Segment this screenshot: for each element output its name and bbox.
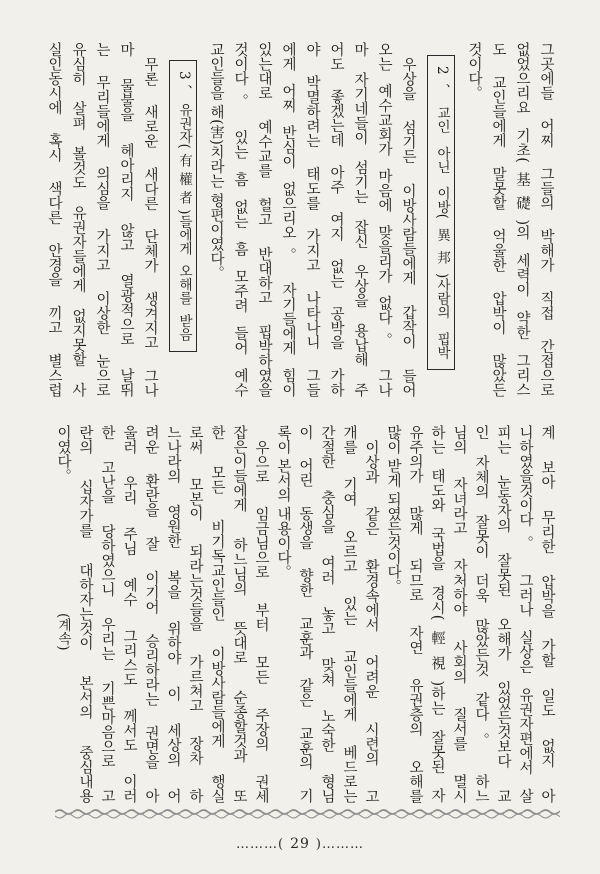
text-column: 그곳에들 어찌 그들의 박해가 직접 간접으로 [538, 42, 554, 397]
text-column: 야 박멸하려는 태도를 가지고 나타나니 그들 [304, 42, 320, 397]
text-column: 우으로 임금님으로 부터 모든 주장의 권세 [253, 439, 269, 803]
bottom-text-block [52, 425, 558, 803]
text-column: 란의 십자가를 대하자는것이 본서의 중심내용 [77, 425, 93, 803]
text-column: 로써 모본이 되라는것들을 가르쳐고 장차 하 [187, 425, 203, 803]
section-heading-2: 2、교인 아닌 이방(異邦)사람의 핍박 [427, 55, 455, 370]
text-column: 많이 받게 되였든것이다。 [385, 425, 401, 594]
text-column: 느나라의 영원한 복을 위하야 이 세상의 어 [165, 425, 181, 803]
text-column: 하는 태도와 국법을 경시(輕視)하는 잘못된 자 [429, 425, 445, 803]
text-column: 이상과 같은 환경속에서 어려운 시련의 고 [363, 439, 379, 803]
text-column: 도 교인들에게 말못할 억울한 압박이 많았든 [490, 42, 506, 397]
page-number [0, 836, 600, 852]
text-column: 니하였을것이다。 그러나 실상은 유권자편에서 살 [517, 425, 533, 803]
text-column: 개를 기여 오르고 있는 교인들에게 베드로는 [341, 425, 357, 803]
text-column: 마 자기네들이 섬기는 잡신 우상을 용납해 주 [352, 42, 368, 397]
text-column: 오는 예수교회가 마음에 맞을리가 없다。 그나 [376, 42, 392, 397]
text-column: 록이 본서의 내용이다。 [275, 425, 291, 580]
page-number-value: 29 [290, 836, 310, 852]
text-column: 계 보아 무리한 압박을 가할 일도 없지 아 [539, 425, 555, 803]
text-column: 없었으리요 기초(基礎)의 세력이 약한 그리스 [514, 42, 530, 397]
text-column: 것이다。 [466, 42, 482, 100]
text-column-final [52, 425, 74, 803]
page-number-right-leader: )……… [315, 837, 364, 852]
text-column: 인 자체의 잘못이 더욱 많았든것 같다。 하느 [473, 425, 489, 803]
text-column: 어도 좋겠는데 아주 여지 없는 공박을 가하 [328, 42, 344, 397]
text-column: 이 어린 동생을 향한 교훈과 같은 교훈의 기 [297, 425, 313, 803]
text-column: 님의 자녀라고 자처하야 사회의 질서를 멸시 [451, 425, 467, 803]
decorative-wavy-rule [55, 806, 560, 822]
text-column: 유주의가 많게 되므로 자연 유권층의 오해를 [407, 425, 423, 803]
text-column: 울러 우리 주님 예수 그리스도 께서도 이러 [121, 425, 137, 803]
text-column: 있는대로 예수교를 헐고 반대하고 핍박하였을 [256, 42, 272, 397]
text-column: 실인동시에 혹시 색다른 안경을 끼고 별스럽 [46, 42, 62, 397]
text-column: 간절한 충심을 여러 놓고 맞쳐 노숙한 형님 [319, 425, 335, 803]
text-column: 는 무리들에게 의심을 가지고 이상한 눈으로 [94, 42, 110, 397]
page-number-left-leader: ………( [236, 837, 285, 852]
top-text-block [42, 42, 558, 397]
text-column: 잡은이들에게 하느님의 뜻대로 순종할것과 또 [231, 425, 247, 803]
continued-mark: (계속) [55, 613, 71, 651]
text-column: 한 고난을 당하였으니 우리는 기쁜마음으로 고 [99, 425, 115, 803]
text-column: 려운 환란을 잘 이기어 승리하라는 권면을 아 [143, 425, 159, 803]
text-column: 피는 눈동자의 잘못된 오해가 있었든것보다 교 [495, 425, 511, 803]
text-column: 마 물불을 헤아리지 않고 열광적으로 날뛰 [118, 42, 134, 397]
text-column: 무론 새로운 새다른 단체가 생겨지고 그나 [142, 56, 158, 397]
final-line: 이였다。 [55, 425, 71, 483]
text-column: 우상을 섬기든 이방사람들에게 갑작이 들어 [400, 56, 416, 397]
text-column: 한 모든 비기독교인들인 이방사람들에게 행실 [209, 425, 225, 803]
section-heading-3: 3、유권자(有權者)들에게 오해를 받음 [169, 60, 197, 352]
text-column: 교인들을 해(害)치라는 형편이였다。 [208, 42, 224, 281]
text-column: 에게 어찌 반심이 없으리오。 자기들에게 힘이 [280, 42, 296, 397]
text-column: 유심히 살펴 볼것도 유권자들에게 없지못할 사 [70, 42, 86, 397]
text-column: 것이다。 있는 흠 없는 흠 모주려 들어 예수 [232, 42, 248, 397]
